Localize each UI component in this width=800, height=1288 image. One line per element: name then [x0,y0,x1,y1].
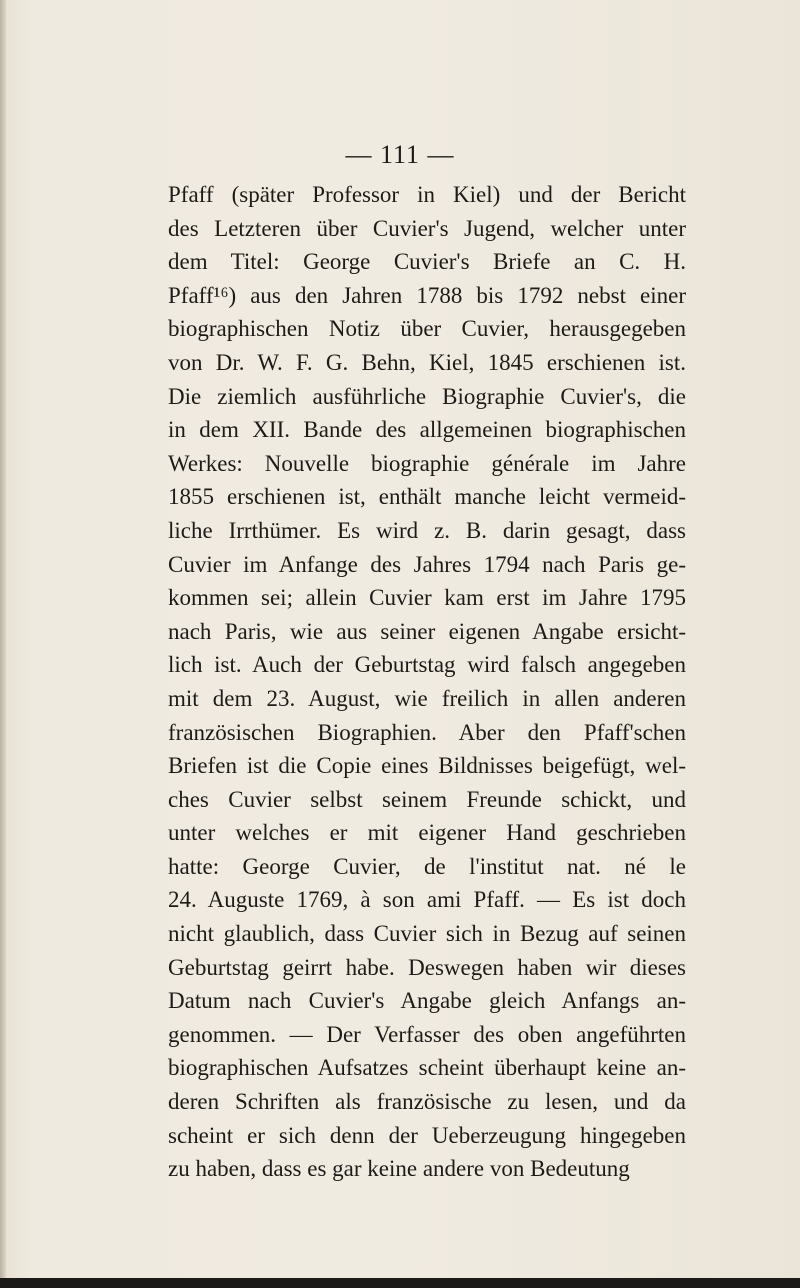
text-line: 24. Auguste 1769, à son ami Pfaff. — Es ist doch [168,887,686,913]
text-line: zu haben, dass es gar keine andere von Bedeutung [168,1156,630,1182]
text-line: Briefen ist die Copie eines Bildnisses beigefügt, wel- [168,753,686,779]
text-line: scheint er sich denn der Ueberzeugung hingegeben [168,1122,686,1148]
page-left-edge [0,0,6,1288]
text-line: in dem XII. Bande des allgemeinen biographischen [168,417,686,443]
text-line: 1855 erschienen ist, enthält manche leicht vermeid- [168,484,686,510]
text-line: französischen Biographien. Aber den Pfaff'schen [168,719,686,745]
text-line: Pfaff¹⁶) aus den Jahren 1788 bis 1792 nebst einer [168,282,686,308]
text-line: nicht glaublich, dass Cuvier sich in Bezug auf seinen [168,921,686,947]
text-line: von Dr. W. F. G. Behn, Kiel, 1845 erschienen ist. [168,349,686,375]
body-text [168,178,686,1186]
text-line: biographischen Notiz über Cuvier, herausgegeben [168,316,686,342]
text-line: Datum nach Cuvier's Angabe gleich Anfangs an- [168,988,686,1014]
text-line: des Letzteren über Cuvier's Jugend, welcher unter [168,215,686,241]
text-line: biographischen Aufsatzes scheint überhaupt keine an- [168,1055,686,1081]
scan-bottom-edge [0,1278,800,1288]
text-line: lich ist. Auch der Geburtstag wird falsch angegeben [168,652,686,678]
text-line: Die ziemlich ausführliche Biographie Cuvier's, die [168,383,686,409]
text-line: Pfaff (später Professor in Kiel) und der Bericht [168,182,686,207]
text-line: genommen. — Der Verfasser des oben angeführten [168,1021,686,1047]
text-line: nach Paris, wie aus seiner eigenen Angabe ersicht- [168,618,686,644]
text-line: kommen sei; allein Cuvier kam erst im Jahre 1795 [168,585,686,611]
text-line: liche Irrthümer. Es wird z. B. darin gesagt, dass [168,517,686,543]
text-line: dem Titel: George Cuvier's Briefe an C. H. [168,249,686,275]
text-line: deren Schriften als französische zu lesen, und da [168,1089,686,1115]
text-line: mit dem 23. August, wie freilich in allen anderen [168,685,686,711]
text-line: Geburtstag geirrt habe. Deswegen haben wir dieses [168,954,686,980]
text-line: Cuvier im Anfange des Jahres 1794 nach Paris ge- [168,551,686,577]
text-line: Werkes: Nouvelle biographie générale im Jahre [168,450,686,476]
page-number: — 111 — [345,140,455,169]
text-line: unter welches er mit eigener Hand geschrieben [168,820,686,846]
text-line: ches Cuvier selbst seinem Freunde schickt, und [168,786,686,812]
text-line: hatte: George Cuvier, de l'institut nat. né le [168,853,686,879]
